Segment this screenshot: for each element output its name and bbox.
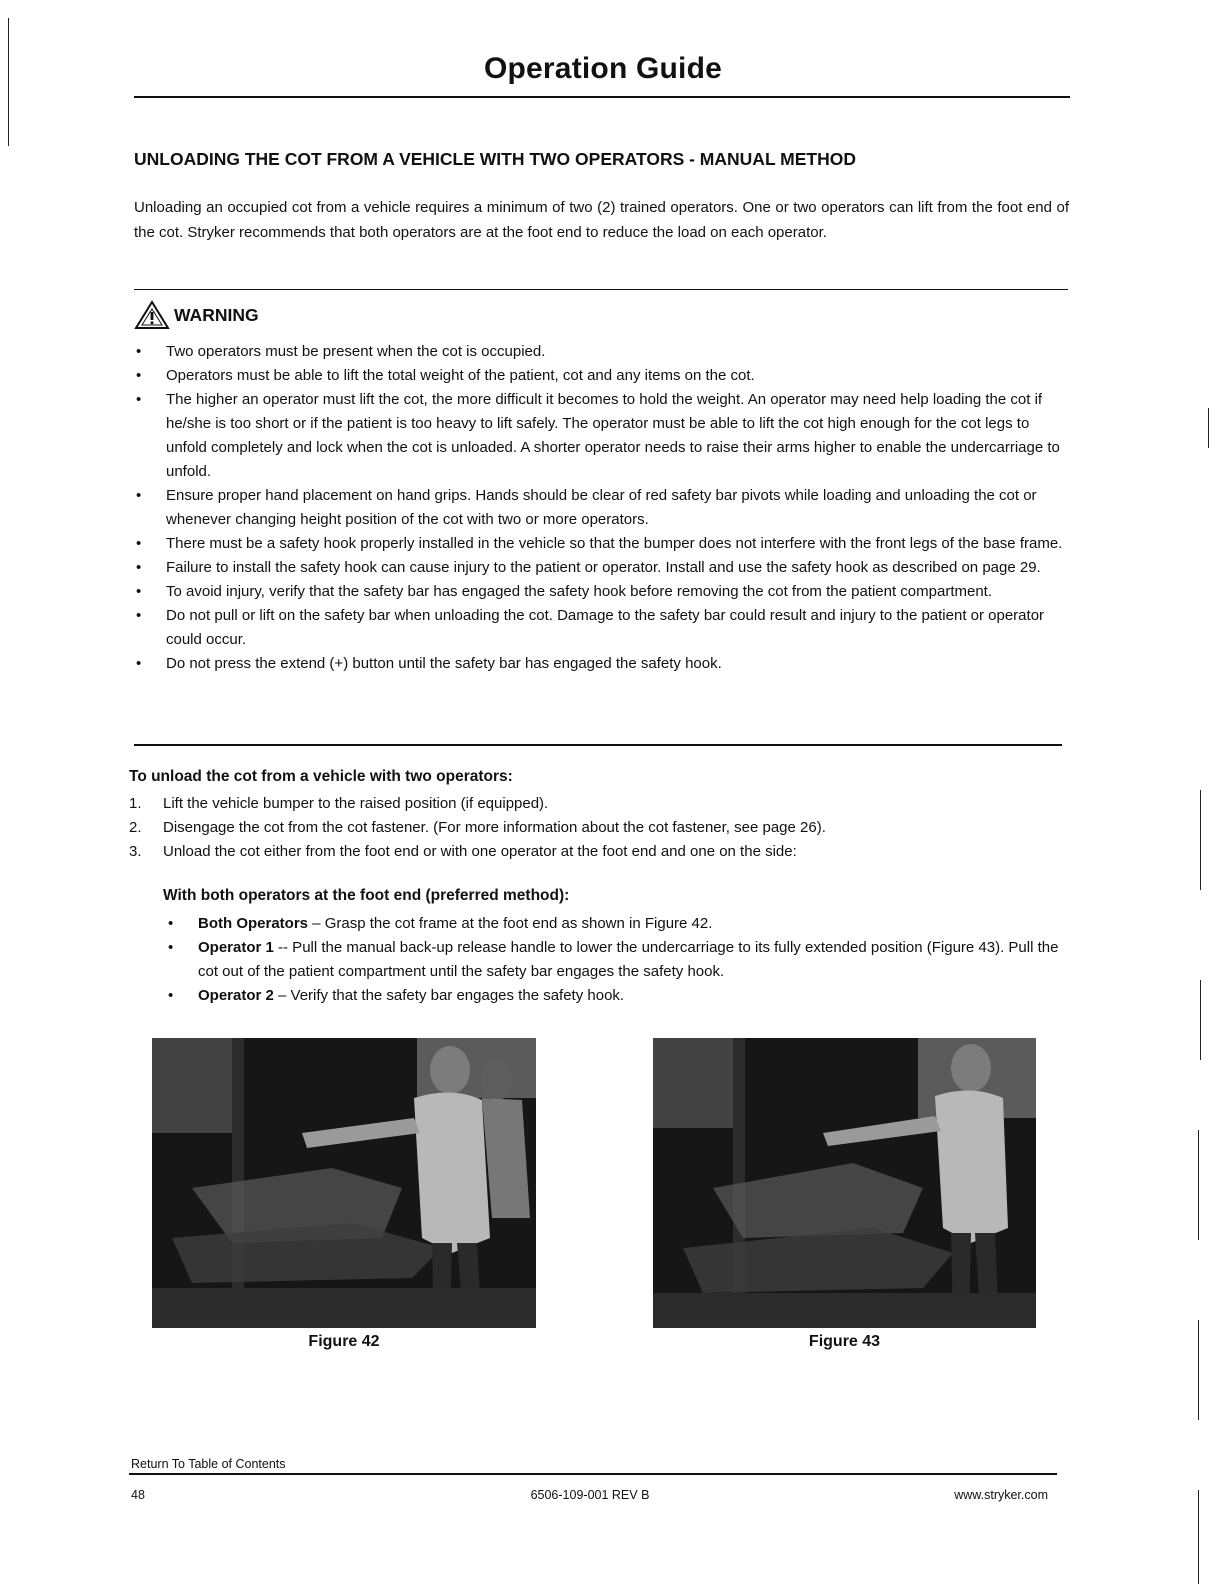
page-number: 48 xyxy=(131,1488,145,1502)
left-margin-mark xyxy=(8,18,9,146)
warning-item-text: To avoid injury, verify that the safety bar has engaged the safety hook before removing the cot from the patient compartment. xyxy=(166,583,993,600)
warning-title: WARNING xyxy=(174,304,259,325)
operator-label: Operator 2 xyxy=(198,987,274,1004)
right-margin-mark xyxy=(1198,1490,1199,1584)
step-number: 2. xyxy=(129,819,142,836)
warning-item-text: The higher an operator must lift the cot, the more difficult it becomes to hold the weight. An operator may need help loading the cot if he/she is too short or if the patient is too heavy to lift safely. The operator must be able to lift the cot high enough for the cot legs to unfold completely and lock when the cot is unloaded. A shorter operator needs to raise their arms higher to enable the undercarriage to unfold. xyxy=(166,391,1060,480)
warning-item: • Failure to install the safety hook can cause injury to the patient or operator. Install and use the safety hook as described on page 29. xyxy=(136,559,1041,576)
table-of-contents-link[interactable]: Return To Table of Contents xyxy=(131,1457,286,1471)
warning-item-text: Operators must be able to lift the total weight of the patient, cot and any items on the cot. xyxy=(166,367,755,384)
warning-top-rule xyxy=(134,289,1068,290)
procedure-step xyxy=(129,816,1069,840)
step-number: 3. xyxy=(129,843,142,860)
warning-item-text: Failure to install the safety hook can cause injury to the patient or operator. Install and use the safety hook as described on page 29. xyxy=(166,559,1041,576)
right-margin-mark xyxy=(1198,1320,1199,1420)
operator-label: Operator 1 xyxy=(198,939,274,956)
warning-item-text: There must be a safety hook properly installed in the vehicle so that the bumper does not interfere with the front legs of the base frame. xyxy=(166,535,1063,552)
warning-item: • There must be a safety hook properly installed in the vehicle so that the bumper does not interfere with the front legs of the base frame. xyxy=(136,535,1063,552)
intro-paragraph: Unloading an occupied cot from a vehicle requires a minimum of two (2) trained operators. One or two operators can lift from the foot end of the cot. Stryker recommends that both operators are at the foot end to reduce the load on each operator. xyxy=(134,199,1069,241)
warning-item: • Two operators must be present when the cot is occupied. xyxy=(136,343,546,360)
operator-text: – Grasp the cot frame at the foot end as shown in Figure 42. xyxy=(308,915,713,932)
right-margin-mark xyxy=(1200,980,1201,1060)
step-text: Disengage the cot from the cot fastener. (For more information about the cot fastener, see page 26). xyxy=(163,819,826,836)
procedure-step xyxy=(129,792,1069,816)
warning-bottom-rule xyxy=(134,744,1062,746)
operator-text: – Verify that the safety bar engages the safety hook. xyxy=(273,987,625,1004)
procedure-heading: To unload the cot from a vehicle with two operators: xyxy=(129,768,513,785)
operator-item: • Operator 2 – Verify that the safety bar engages the safety hook. xyxy=(168,987,625,1004)
step-text: Lift the vehicle bumper to the raised position (if equipped). xyxy=(163,795,549,812)
warning-heading xyxy=(134,300,259,330)
warning-item: • Ensure proper hand placement on hand grips. Hands should be clear of red safety bar pivots while loading and unloading the cot or whenever changing height position of the cot with two or more operators. xyxy=(136,487,1037,528)
warning-item: • Operators must be able to lift the total weight of the patient, cot and any items on the cot. xyxy=(136,367,755,384)
operator-label: Both Operators xyxy=(198,915,309,932)
right-margin-mark xyxy=(1208,408,1209,448)
figure-43-photo xyxy=(653,1038,1036,1328)
operator-item: • Both Operators – Grasp the cot frame at the foot end as shown in Figure 42. xyxy=(168,915,713,932)
document-number: 6506-109-001 REV B xyxy=(530,1488,650,1502)
warning-item-text: Do not pull or lift on the safety bar when unloading the cot. Damage to the safety bar could result and injury to the patient or operator could occur. xyxy=(166,607,1045,648)
figure-43-caption: Figure 43 xyxy=(808,1333,881,1350)
footer-url: www.stryker.com xyxy=(954,1488,1048,1502)
procedure-steps xyxy=(129,792,1069,864)
step-text: Unload the cot either from the foot end or with one operator at the foot end and one on the side: xyxy=(163,843,797,860)
right-margin-mark xyxy=(1198,1130,1199,1240)
warning-item: • To avoid injury, verify that the safety bar has engaged the safety hook before removing the cot from the patient compartment. xyxy=(136,583,993,600)
operator-text: -- Pull the manual back-up release handle to lower the undercarriage to its fully extended position (Figure 43). Pull the cot out of the patient compartment until the safety bar engages the safety hook. xyxy=(198,939,1059,980)
section-heading: UNLOADING THE COT FROM A VEHICLE WITH TWO OPERATORS - MANUAL METHOD xyxy=(134,149,857,169)
page-title: Operation Guide xyxy=(483,52,723,85)
operator-list xyxy=(163,912,1068,1008)
footer-rule xyxy=(129,1473,1057,1475)
warning-item-text: Do not press the extend (+) button until the safety bar has engaged the safety hook. xyxy=(166,655,722,672)
warning-item-text: Ensure proper hand placement on hand grips. Hands should be clear of red safety bar pivots while loading and unloading the cot or whenever changing height position of the cot with two or more operators. xyxy=(166,487,1037,528)
operator-item: • Operator 1 -- Pull the manual back-up release handle to lower the undercarriage to its fully extended position (Figure 43). Pull the cot out of the patient compartment until the safety bar engages the safety hook. xyxy=(168,939,1059,980)
warning-triangle-icon xyxy=(134,300,170,330)
warning-item: • Do not press the extend (+) button until the safety bar has engaged the safety hook. xyxy=(136,655,722,672)
procedure-step xyxy=(129,840,1069,864)
figure-42-caption: Figure 42 xyxy=(308,1333,380,1350)
warning-list xyxy=(134,340,1068,676)
figure-42-photo xyxy=(152,1038,536,1328)
warning-item: • Do not pull or lift on the safety bar when unloading the cot. Damage to the safety bar could result and injury to the patient or operator could occur. xyxy=(136,607,1045,648)
warning-item: • The higher an operator must lift the cot, the more difficult it becomes to hold the weight. An operator may need help loading the cot if he/she is too short or if the patient is too heavy to lift safely. The operator must be able to lift the cot high enough for the cot legs to unfold completely and lock when the cot is unloaded. A shorter operator needs to raise their arms higher to enable the undercarriage to unfold. xyxy=(136,391,1060,480)
header-rule xyxy=(134,96,1070,98)
step-number: 1. xyxy=(129,795,142,812)
warning-item-text: Two operators must be present when the cot is occupied. xyxy=(166,343,546,360)
method-heading: With both operators at the foot end (preferred method): xyxy=(163,887,570,904)
right-margin-mark xyxy=(1200,790,1201,890)
